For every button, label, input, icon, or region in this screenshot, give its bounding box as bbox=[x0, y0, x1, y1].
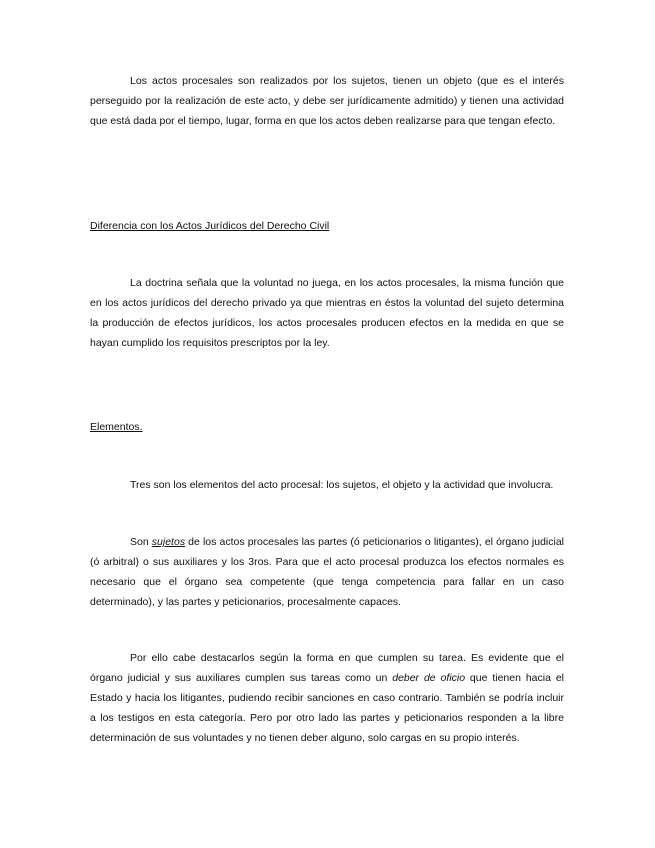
paragraph-por-ello-text-end: que tienen hacia el Estado y hacia los litigantes, pudiendo recibir sanciones en caso contrario. También se podría incluir a los testigos en esta categoría. Pero por otro lado las partes y peticionarios responden a la libre determinación de sus voluntades y no tienen deber alguno, solo cargas en su propio interés. bbox=[90, 672, 564, 744]
paragraph-doctrina: La doctrina señala que la voluntad no juega, en los actos procesales, la misma función que en los actos jurídicos del derecho privado ya que mientras en éstos la voluntad del sujeto determina la producción de efectos jurídicos, los actos procesales producen efectos en la medida en que se hayan cumplido los requisitos prescriptos por la ley. bbox=[90, 277, 564, 349]
section-heading-elementos: Elementos. bbox=[90, 421, 143, 433]
paragraph-por-ello bbox=[90, 648, 564, 748]
paragraph-sujetos bbox=[90, 532, 564, 612]
paragraph-sujetos-text-end: de los actos procesales las partes (ó peticionarios o litigantes), el órgano judicial (ó arbitral) o sus auxiliares y los 3ros. Para que el acto procesal produzca los efectos normales es necesario que el órgano sea competente (que tenga competencia para fallar en un caso determinado), y las partes y peticionarios, procesalmente capaces. bbox=[90, 536, 564, 608]
paragraph-sujetos-text-start: Son bbox=[130, 536, 152, 548]
paragraph-por-ello-text-start: Por ello cabe destacarlos según la forma en que cumplen su tarea. Es evidente que el órgano judicial y sus auxiliares cumplen sus tareas como un bbox=[90, 652, 564, 684]
paragraph-tres-elementos: Tres son los elementos del acto procesal: los sujetos, el objeto y la actividad que involucra. bbox=[130, 479, 554, 491]
paragraph-actos-procesales: Los actos procesales son realizados por los sujetos, tienen un objeto (que es el interés perseguido por la realización de este acto, y debe ser jurídicamente admitido) y tienen una actividad que está dada por el tiempo, lugar, forma en que los actos deben realizarse para que tengan efecto. bbox=[90, 75, 564, 127]
section-heading-diferencia: Diferencia con los Actos Jurídicos del Derecho Civil bbox=[90, 220, 330, 232]
emphasis-sujetos: sujetos bbox=[151, 536, 186, 548]
emphasis-deber-de-oficio: deber de oficio bbox=[392, 672, 466, 684]
